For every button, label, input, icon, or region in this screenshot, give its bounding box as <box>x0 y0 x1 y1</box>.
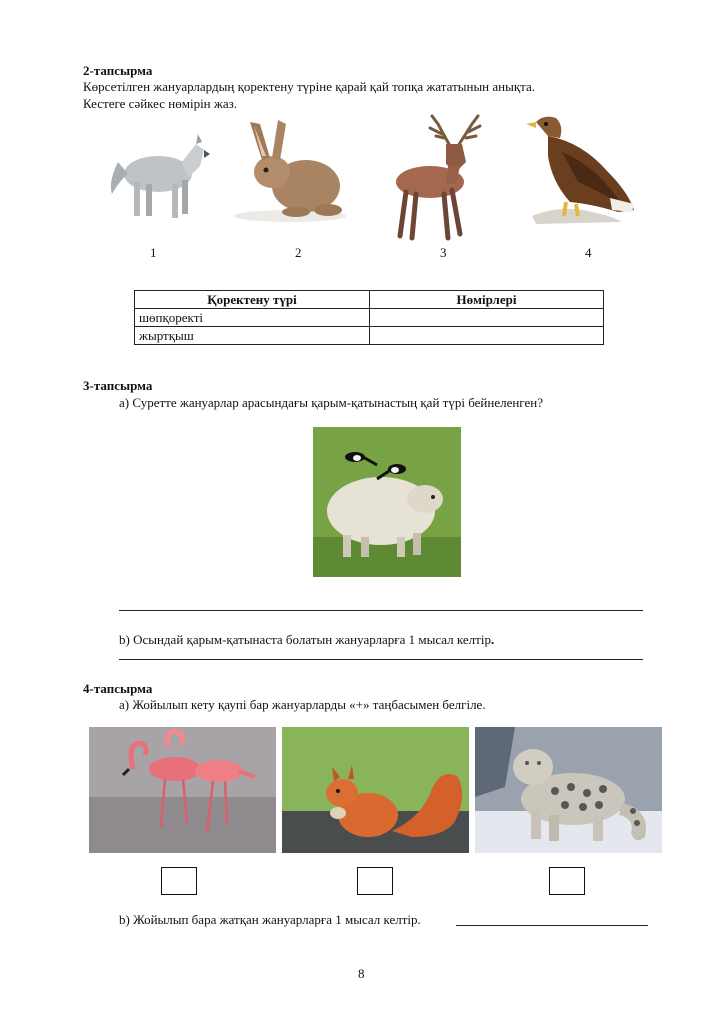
table-cell-predator-numbers[interactable] <box>370 327 604 345</box>
answer-line-3a[interactable] <box>119 610 643 611</box>
task2-title: 2-тапсырма <box>83 63 153 78</box>
table-row <box>135 327 604 345</box>
rabbit-image <box>232 116 348 222</box>
task3-question-b: b) Осындай қарым-қатынаста болатын жануарларға 1 мысал келтір. <box>119 632 495 647</box>
checkbox-snow-leopard[interactable] <box>549 867 585 895</box>
squirrel-photo <box>282 727 469 853</box>
table-header-feeding-type: Қоректену түрі <box>135 291 370 309</box>
eagle-image <box>522 112 638 228</box>
answer-line-4b[interactable] <box>456 925 648 926</box>
checkbox-squirrel[interactable] <box>357 867 393 895</box>
task3-title: 3-тапсырма <box>83 378 153 393</box>
checkbox-flamingo[interactable] <box>161 867 197 895</box>
task4-question-a: a) Жойылып кету қаупі бар жануарларды «+» таңбасымен белгіле. <box>119 697 486 712</box>
deer-image <box>386 114 504 244</box>
task4-title: 4-тапсырма <box>83 681 153 696</box>
table-cell-herbivore: шөпқоректі <box>135 309 370 327</box>
table-cell-predator: жыртқыш <box>135 327 370 345</box>
animal-number-4: 4 <box>585 245 592 260</box>
task2-instruction-line2: Кестеге сәйкес нөмірін жаз. <box>83 96 238 111</box>
feeding-type-table <box>134 290 604 345</box>
task2-instruction-line1: Көрсетілген жануарлардың қоректену түріне қарай қай топқа жататынын анықта. <box>83 79 536 94</box>
animal-number-1: 1 <box>150 245 157 260</box>
task4-question-b: b) Жойылып бара жатқан жануарларға 1 мысал келтір. <box>119 912 421 927</box>
table-cell-herbivore-numbers[interactable] <box>370 309 604 327</box>
table-row <box>135 309 604 327</box>
flamingo-photo <box>89 727 276 853</box>
answer-line-3b[interactable] <box>119 659 643 660</box>
sheep-magpies-photo <box>313 427 461 577</box>
page-number: 8 <box>358 966 365 981</box>
snow-leopard-photo <box>475 727 662 853</box>
task3-question-a: a) Суретте жануарлар арасындағы қарым-қатынастың қай түрі бейнеленген? <box>119 395 543 410</box>
animal-number-3: 3 <box>440 245 447 260</box>
table-header-numbers: Нөмірлері <box>370 291 604 309</box>
animal-number-2: 2 <box>295 245 302 260</box>
wolf-image <box>100 122 212 224</box>
